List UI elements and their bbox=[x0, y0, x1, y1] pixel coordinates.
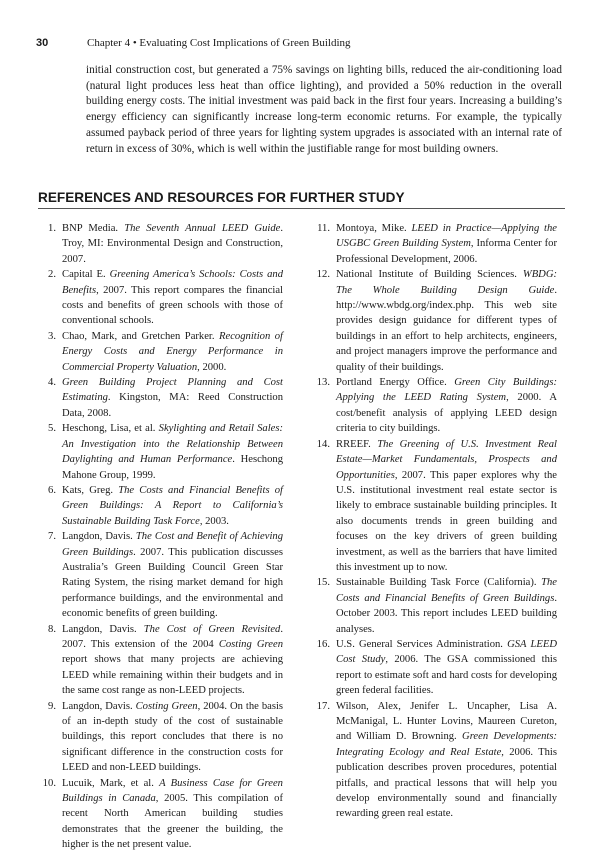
reference-details: . Heschong Mahone Group, 1999. bbox=[62, 454, 283, 481]
reference-number: 16. bbox=[316, 638, 330, 650]
reference-author: Langdon, Davis. bbox=[62, 623, 144, 635]
reference-author: BNP Media. bbox=[62, 223, 125, 234]
reference-number: 14. bbox=[316, 438, 330, 450]
reference-details: , 2000. A cost/benefit analysis of applying LEED design criteria to city buildings. bbox=[336, 392, 557, 435]
reference-title: Greening America’s Schools: Costs and Benefits bbox=[62, 269, 283, 296]
running-head: Chapter 4 • Evaluating Cost Implications of Green Building bbox=[87, 37, 351, 49]
reference-title: Recognition of Energy Costs and Energy Performance in Commercial Property Valuation bbox=[62, 330, 283, 373]
reference-title: Costing Green bbox=[218, 638, 283, 650]
reference-item bbox=[310, 437, 557, 576]
section-divider bbox=[38, 208, 565, 209]
reference-author: Lucuik, Mark, et al. bbox=[62, 777, 160, 789]
reference-item bbox=[36, 483, 283, 529]
reference-number: 1. bbox=[48, 223, 56, 234]
reference-item bbox=[310, 575, 557, 637]
reference-item bbox=[36, 221, 283, 267]
reference-number: 7. bbox=[48, 531, 56, 543]
reference-details: , 2006. The GSA commissioned this report to estimate soft and hard costs for developing green federal facilities. bbox=[336, 654, 557, 697]
reference-number: 9. bbox=[48, 700, 56, 712]
reference-number: 5. bbox=[48, 423, 56, 435]
reference-title: WBDG: The Whole Building Design Guide bbox=[336, 269, 557, 296]
reference-author: Montoya, Mike. bbox=[336, 223, 412, 234]
reference-author: Wilson, Alex, Jenifer L. Uncapher, Lisa A. McManigal, L. Hunter Lovins, Maureen Cureton, and William D. Browning. bbox=[336, 700, 557, 743]
reference-item bbox=[36, 529, 283, 621]
reference-title: LEED in Practice—Applying the USGBC Green Building System bbox=[336, 223, 557, 250]
reference-number: 15. bbox=[316, 577, 330, 589]
reference-details: , 2007. This paper explores why the U.S. institutional investment real estate sector is likely to embrace sustainable building principles. It also documents trends in green building and focuses on the key drivers of green building investment, as well as the barriers that have limited this investment up to now. bbox=[336, 469, 557, 573]
reference-item bbox=[36, 699, 283, 776]
reference-details: . Troy, MI: Environmental Design and Construction, 2007. bbox=[62, 223, 283, 265]
reference-details: . 2007. This extension of the 2004 bbox=[62, 623, 284, 650]
reference-item bbox=[310, 221, 557, 267]
reference-title: A Business Case for Green Buildings in Canada bbox=[62, 777, 283, 805]
reference-details: . http://www.wbdg.org/index.php. This web site provides design guidance for different types of buildings in an effort to help architects, engineers, and project managers improve the performance and quality of their buildings. bbox=[336, 284, 557, 373]
reference-author: Chao, Mark, and Gretchen Parker. bbox=[62, 330, 220, 342]
reference-item bbox=[310, 375, 557, 437]
reference-item bbox=[36, 329, 283, 375]
reference-item bbox=[36, 421, 283, 483]
reference-author: Heschong, Lisa, et al. bbox=[62, 423, 159, 435]
reference-details: , 2006. This publication describes proven procedures, potential pitfalls, and practical lessons that will help you develop environmentally sound and financially rewarding green real estate. bbox=[336, 746, 557, 820]
reference-author: Sustainable Building Task Force (California). bbox=[336, 577, 542, 589]
reference-title: The Seventh Annual LEED Guide bbox=[124, 223, 281, 234]
reference-author: Portland Energy Office. bbox=[336, 377, 455, 389]
reference-author: Kats, Greg. bbox=[62, 484, 119, 496]
reference-details: . 2007. This publication discusses Australia’s Green Building Council Green Star Rating System, the rising market demand for high performance buildings, and the environmental and economic benefits of green building. bbox=[62, 546, 283, 620]
reference-number: 2. bbox=[48, 269, 56, 281]
reference-title: The Costs and Financial Benefits of Green Buildings: A Report to California’s Sustainable Building Task Force bbox=[62, 484, 283, 527]
reference-item bbox=[310, 637, 557, 699]
reference-author: U.S. General Services Administration. bbox=[336, 638, 508, 650]
reference-author: RREEF. bbox=[336, 438, 378, 450]
references-column-right bbox=[310, 221, 557, 822]
reference-item bbox=[36, 622, 283, 699]
reference-author: Capital E. bbox=[62, 269, 110, 281]
reference-number: 13. bbox=[316, 377, 330, 389]
reference-item bbox=[36, 267, 283, 329]
reference-author: National Institute of Building Sciences. bbox=[336, 269, 523, 281]
reference-author: Langdon, Davis. bbox=[62, 531, 136, 543]
reference-details: , 2000. bbox=[197, 361, 227, 373]
reference-number: 8. bbox=[48, 623, 56, 635]
reference-title: GSA LEED Cost Study bbox=[336, 638, 557, 666]
page-number: 30 bbox=[36, 37, 49, 49]
reference-details: , 2004. On the basis of an in-depth study of the cost of sustainable buildings, this report concludes that there is no significant difference in the construction costs for LEED and non-LEED buildings. bbox=[62, 700, 284, 774]
reference-details: , 2005. This compilation of recent North American building studies demonstrates that the greener the building, the higher is the net present value. bbox=[62, 793, 283, 851]
reference-number: 12. bbox=[316, 269, 330, 281]
reference-title: Green Building Project Planning and Cost Estimating bbox=[62, 377, 283, 404]
reference-author: Langdon, Davis. bbox=[62, 700, 136, 712]
reference-number: 11. bbox=[317, 223, 330, 234]
reference-details: report shows that many projects are achieving LEED while remaining within their budgets and in the same cost range as non-LEED projects. bbox=[62, 654, 283, 697]
reference-number: 3. bbox=[48, 330, 56, 342]
reference-number: 17. bbox=[316, 700, 330, 712]
reference-title: The Costs and Financial Benefits of Green Buildings bbox=[336, 577, 557, 604]
reference-title: Green City Buildings: Applying the LEED Rating System bbox=[336, 377, 557, 404]
reference-item bbox=[310, 699, 557, 822]
reference-item bbox=[36, 776, 283, 853]
reference-details: , Informa Center for Professional Development, 2006. bbox=[336, 238, 557, 265]
reference-details: . Kingston, MA: Reed Construction Data, 2008. bbox=[62, 392, 283, 419]
reference-item bbox=[310, 267, 557, 375]
reference-number: 10. bbox=[42, 777, 56, 789]
references-column-left bbox=[36, 221, 283, 853]
reference-details: , 2007. This report compares the financial costs and benefits of green schools with those of conventional schools. bbox=[62, 284, 283, 327]
reference-title: Green Developments: Integrating Ecology and Real Estate bbox=[336, 731, 557, 758]
reference-details: . October 2003. This report includes LEED building analyses. bbox=[336, 592, 557, 635]
reference-title: The Cost and Benefit of Achieving Green Buildings bbox=[62, 531, 283, 558]
reference-title: Costing Green bbox=[135, 700, 198, 712]
reference-item bbox=[36, 375, 283, 421]
reference-title: Skylighting and Retail Sales: An Investigation into the Relationship Between Daylighting and Human Performance bbox=[62, 423, 284, 466]
reference-details: , 2003. bbox=[199, 515, 229, 527]
reference-number: 6. bbox=[48, 484, 56, 496]
section-title: REFERENCES AND RESOURCES FOR FURTHER STUDY bbox=[38, 190, 405, 205]
reference-title: The Greening of U.S. Investment Real Estate—Market Fundamentals, Prospects and Opportunities bbox=[336, 438, 557, 481]
intro-paragraph: initial construction cost, but generated a 75% savings on lighting bills, reduced the air-conditioning load (natural light produces less heat than office lighting), and provided a 50% reduction in the overall building energy costs. The initial investment was paid back in the first four years. Increasing a building’s energy efficiency can significantly increase long-term economic returns. For example, the typically assumed payback period of three years for lighting system upgrades is associated with an internal rate of return in excess of 30%, which is well within the justifiable range for most building owners. bbox=[86, 64, 562, 155]
reference-title: The Cost of Green Revisited bbox=[143, 623, 281, 635]
reference-number: 4. bbox=[48, 377, 56, 389]
